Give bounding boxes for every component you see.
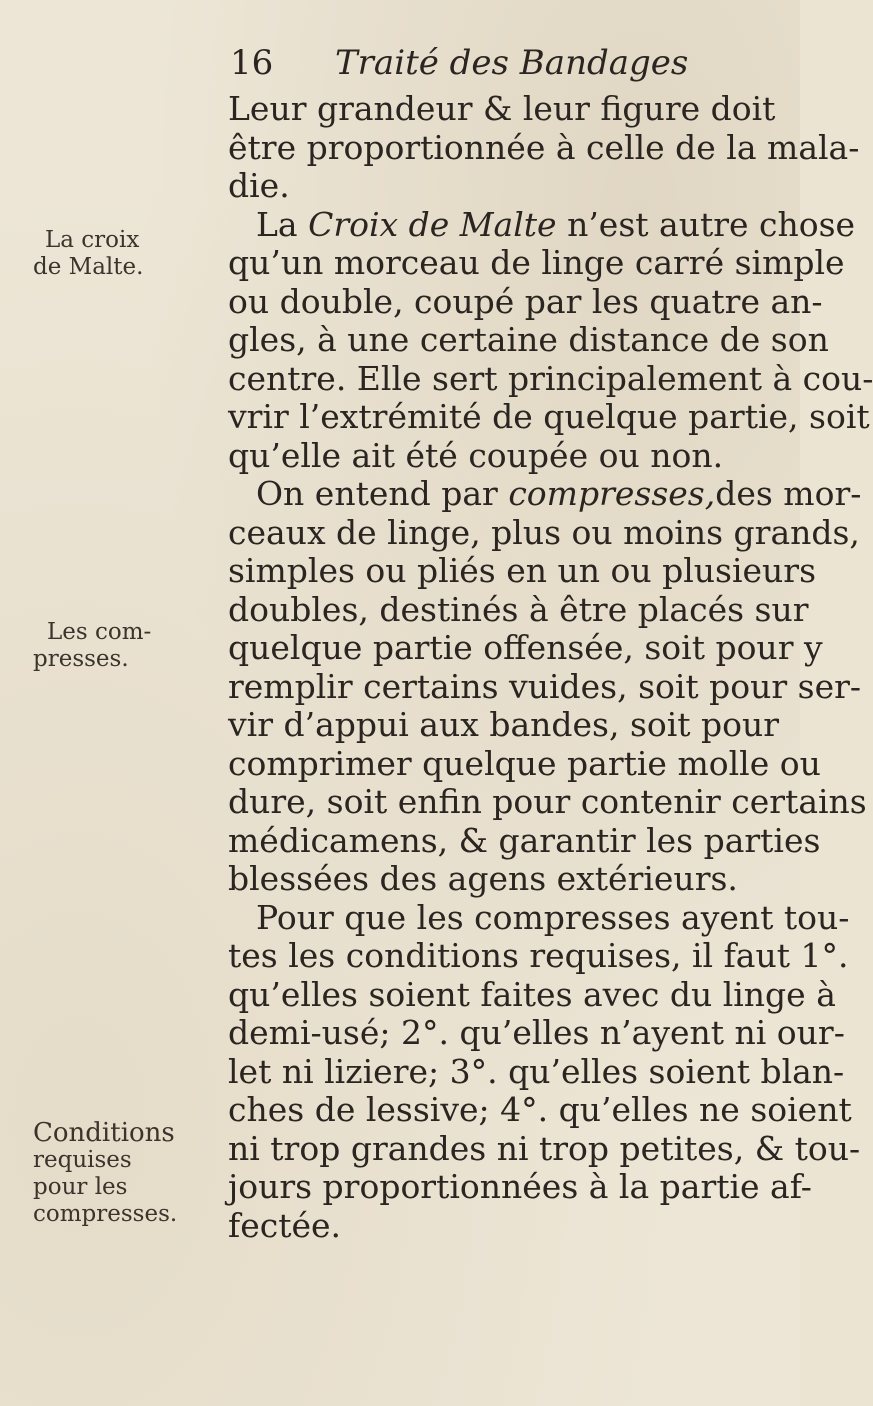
text-line: qu’un morceau de linge carré simple (228, 243, 845, 282)
italic-term-compresses: compresses, (508, 474, 716, 513)
body-text (228, 89, 873, 1245)
text-line: qu’elles soient faites avec du linge à (228, 974, 836, 1014)
margin-note-conditions (33, 1120, 223, 1228)
text-line: gles, à une certaine distance de son (228, 320, 829, 359)
text-line: die. (228, 166, 290, 205)
margin-note-line: La croix (45, 227, 140, 253)
text-run: n’est autre chose (556, 204, 856, 244)
text-line: remplir certains vuides, soit pour ser- (228, 666, 862, 706)
page-header (230, 40, 730, 86)
text-line: ou double, coupé par les quatre an- (228, 281, 823, 321)
text-line: vir d’appui aux bandes, soit pour (228, 705, 780, 744)
margin-note-line: pour les (33, 1174, 128, 1200)
text-line: blessées des agens extérieurs. (228, 859, 738, 898)
text-line: jours proportionnées à la partie af- (228, 1167, 812, 1206)
text-line-croix (228, 204, 856, 245)
page-number: 16 (230, 43, 274, 83)
margin-note-line: Les com- (47, 619, 152, 645)
text-line: comprimer quelque partie molle ou (228, 743, 821, 783)
text-line: doubles, destinés à être placés sur (228, 589, 809, 629)
italic-term-croix-de-malte: Croix de Malte (308, 204, 557, 244)
text-line: vrir l’extrémité de quelque partie, soit (228, 397, 870, 436)
text-run: La (256, 204, 309, 244)
text-line: médicamens, & garantir les parties (228, 820, 821, 860)
running-title: Traité des Bandages (335, 43, 689, 83)
text-line: Pour que les compresses ayent tou- (256, 897, 850, 937)
text-line: qu’elle ait été coupée ou non. (228, 435, 724, 475)
text-line-compresses (228, 474, 862, 514)
text-line: let ni liziere; 3°. qu’elles soient blan- (228, 1051, 845, 1091)
margin-note-line: requises (33, 1147, 132, 1173)
text-line: ches de lessive; 4°. qu’elles ne soient (228, 1090, 852, 1129)
text-line: quelque partie offensée, soit pour y (228, 628, 823, 667)
margin-note-compresses (33, 619, 223, 673)
text-line: fectée. (228, 1205, 342, 1245)
margin-note-croix-de-malte (33, 227, 223, 281)
margin-note-line: Conditions (33, 1118, 175, 1148)
text-line: Leur grandeur & leur figure doit (228, 89, 776, 128)
text-run: des mor- (715, 474, 862, 513)
text-line: centre. Elle sert principalement à cou- (228, 358, 873, 398)
margin-note-line: compresses. (33, 1201, 178, 1227)
margin-note-line: de Malte. (33, 254, 144, 280)
text-line: être proportionnée à celle de la mala- (228, 127, 860, 167)
margin-note-line: presses. (33, 646, 129, 672)
text-line: simples ou pliés en un ou plusieurs (228, 551, 817, 590)
text-line: demi-usé; 2°. qu’elles n’ayent ni our- (228, 1013, 845, 1052)
text-line: ni trop grandes ni trop petites, & tou- (228, 1128, 861, 1168)
text-line: dure, soit enfin pour contenir certains (228, 782, 867, 821)
text-line: ceaux de linge, plus ou moins grands, (228, 512, 860, 552)
text-line: tes les conditions requises, il faut 1°. (228, 936, 849, 975)
text-run: On entend par (256, 474, 509, 513)
